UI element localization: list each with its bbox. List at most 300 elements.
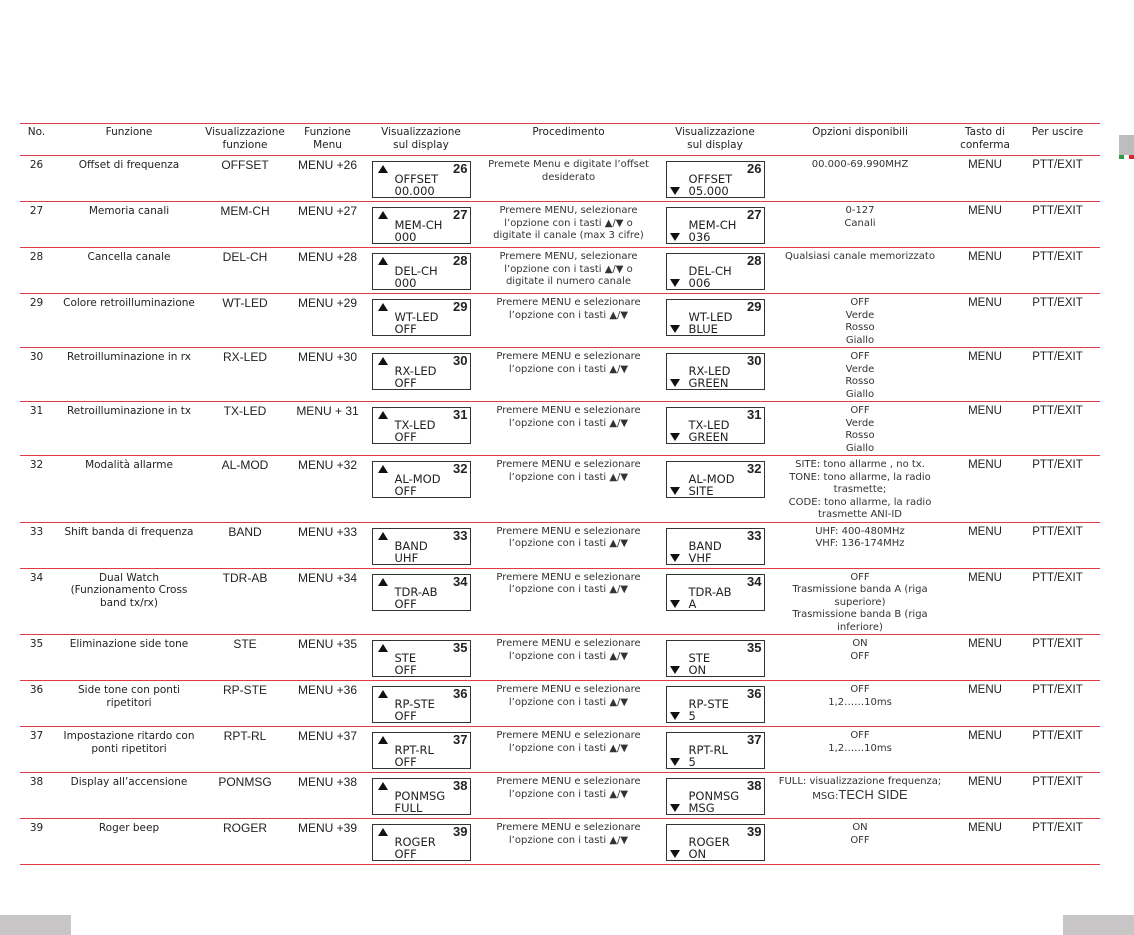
row-tasto: MENU	[968, 251, 1002, 263]
lcd-line-1: DEL-CH	[688, 264, 732, 278]
row-tasto: MENU	[968, 351, 1002, 363]
opts-line: FULL: visualizzazione frequenza;	[778, 776, 942, 787]
lcd-line-1: AL-MOD	[688, 472, 735, 486]
row-procedimento	[472, 819, 665, 865]
proc-line: Premere MENU e selezionare	[496, 638, 641, 649]
lcd-display	[666, 461, 765, 498]
row-tasto: MENU	[968, 571, 1002, 584]
row-display-after	[665, 156, 765, 202]
arrow-down-icon	[670, 804, 680, 812]
proc-line: l’opzione con i tasti ▲/▼	[508, 471, 629, 483]
table-row	[20, 819, 1100, 865]
lcd-display	[666, 161, 765, 198]
proc-line: l’opzione con i tasti ▲/▼	[508, 834, 629, 846]
arrow-up-icon	[378, 828, 388, 836]
lcd-line-1: MEM-CH	[394, 218, 443, 232]
funzione-line: Colore retroilluminazione	[63, 297, 195, 309]
lcd-line-2: FULL	[394, 801, 423, 815]
row-number: 28	[29, 251, 44, 263]
row-uscire: PTT/EXIT	[1032, 405, 1083, 417]
row-number: 34	[29, 571, 44, 584]
row-funzione	[53, 819, 205, 865]
row-display-before	[370, 202, 472, 248]
row-procedimento	[472, 248, 665, 294]
row-procedimento	[472, 681, 665, 727]
row-display-after	[665, 635, 765, 681]
row-tasto: MENU	[968, 638, 1002, 650]
row-procedimento	[472, 522, 665, 568]
row-funzione	[53, 348, 205, 402]
arrow-up-icon	[378, 465, 388, 473]
row-code: RPT-RL	[223, 729, 267, 743]
lcd-number: 33	[747, 527, 762, 543]
row-display-before	[370, 456, 472, 523]
arrow-up-icon	[378, 782, 388, 790]
lcd-line-2: 05.000	[688, 184, 729, 198]
arrow-down-icon	[670, 712, 680, 720]
table-row	[20, 248, 1100, 294]
arrow-up-icon	[378, 357, 388, 365]
lcd-line-2: OFF	[394, 755, 417, 769]
proc-line: l’opzione con i tasti ▲/▼ o	[504, 217, 633, 229]
row-opzioni	[765, 402, 955, 456]
opts-line: superiore)	[834, 596, 886, 608]
row-display-before	[370, 156, 472, 202]
lcd-number: 27	[453, 207, 468, 222]
row-tasto: MENU	[968, 205, 1002, 217]
row-display-after	[665, 248, 765, 294]
lcd-number: 37	[747, 732, 762, 747]
arrow-up-icon	[378, 411, 388, 419]
row-menu: MENU +33	[297, 524, 358, 539]
opts-line: 1,2……10ms	[828, 742, 892, 754]
lcd-number: 33	[453, 527, 468, 543]
lcd-line-1: BAND	[688, 538, 722, 553]
row-uscire: PTT/EXIT	[1032, 459, 1083, 471]
lcd-line-1: RPT-RL	[688, 743, 728, 757]
row-procedimento	[472, 773, 665, 819]
lcd-line-1: TDR-AB	[394, 584, 438, 599]
opts-line: Giallo	[845, 442, 875, 454]
lcd-display	[372, 574, 471, 611]
row-menu: MENU +26	[297, 158, 358, 172]
proc-line: Premere MENU e selezionare	[496, 571, 641, 583]
row-code: MEM-CH	[220, 204, 270, 218]
row-opzioni	[765, 294, 955, 348]
opts-line: SITE: tono allarme , no tx.	[795, 459, 925, 470]
lcd-line-2: SITE	[688, 484, 714, 498]
opts-line: trasmette;	[833, 484, 887, 495]
lcd-line-1: BAND	[394, 538, 428, 553]
proc-line: l’opzione con i tasti ▲/▼	[508, 309, 629, 321]
row-opzioni	[765, 522, 955, 568]
lcd-number: 28	[453, 253, 468, 268]
proc-line: digitate il canale (max 3 cifre)	[493, 230, 644, 241]
header-funzione-menu: Funzione Menu	[285, 124, 370, 156]
arrow-up-icon	[378, 578, 388, 586]
funzione-line: (Funzionamento Cross	[70, 584, 188, 596]
proc-line: l’opzione con i tasti ▲/▼	[508, 696, 629, 708]
lcd-line-2: 006	[688, 276, 711, 290]
row-code: WT-LED	[222, 296, 268, 310]
lcd-number: 38	[453, 778, 468, 793]
row-menu: MENU +36	[297, 683, 358, 697]
lcd-line-2: 5	[688, 709, 696, 723]
opts-line: Rosso	[845, 322, 875, 333]
opts-line: Verde	[845, 309, 875, 321]
proc-line: desiderato	[541, 171, 596, 183]
row-code: STE	[233, 637, 257, 651]
row-funzione	[53, 635, 205, 681]
row-procedimento	[472, 727, 665, 773]
row-procedimento	[472, 635, 665, 681]
funzione-line: Dual Watch	[98, 571, 160, 584]
row-opzioni	[765, 773, 955, 819]
table-row	[20, 294, 1100, 348]
header-opzioni: Opzioni disponibili	[765, 124, 955, 156]
opts-line: ON	[852, 822, 868, 833]
opts-line: Verde	[845, 363, 875, 375]
proc-line: Premere MENU e selezionare	[496, 525, 641, 537]
opts-line: Rosso	[845, 430, 875, 441]
row-funzione	[53, 681, 205, 727]
row-code: DEL-CH	[222, 250, 268, 264]
row-uscire: PTT/EXIT	[1032, 297, 1083, 309]
row-menu: MENU +30	[297, 350, 358, 364]
row-uscire: PTT/EXIT	[1032, 525, 1083, 538]
arrow-up-icon	[378, 644, 388, 652]
proc-line: Premere MENU e selezionare	[496, 405, 641, 416]
arrow-up-icon	[378, 690, 388, 698]
table-row	[20, 522, 1100, 568]
lcd-line-2: VHF	[688, 550, 712, 565]
header-procedimento: Procedimento	[472, 124, 665, 156]
proc-line: l’opzione con i tasti ▲/▼	[508, 538, 629, 549]
proc-line: l’opzione con i tasti ▲/▼	[508, 788, 629, 800]
lcd-number: 29	[747, 299, 762, 314]
lcd-number: 35	[747, 640, 762, 655]
lcd-number: 31	[453, 407, 468, 422]
row-menu: MENU +35	[297, 637, 358, 651]
lcd-line-1: RX-LED	[688, 364, 731, 378]
row-menu: MENU +29	[297, 296, 358, 310]
lcd-line-1: OFFSET	[688, 172, 733, 186]
row-procedimento	[472, 348, 665, 402]
italian-flag-icon	[1119, 155, 1134, 159]
proc-line: l’opzione con i tasti ▲/▼	[508, 650, 629, 662]
row-number: 30	[29, 351, 44, 363]
row-tasto: MENU	[968, 776, 1002, 788]
proc-line: l’opzione con i tasti ▲/▼	[508, 742, 629, 754]
row-menu: MENU +37	[297, 729, 358, 743]
row-uscire: PTT/EXIT	[1032, 776, 1083, 788]
footer-bar-right	[1063, 915, 1134, 935]
proc-line: Premere MENU e selezionare	[496, 459, 641, 470]
opts-line: Canali	[844, 217, 876, 229]
row-display-before	[370, 681, 472, 727]
row-procedimento	[472, 202, 665, 248]
row-tasto: MENU	[968, 159, 1002, 171]
row-display-after	[665, 681, 765, 727]
row-menu: MENU +39	[297, 821, 358, 835]
funzione-line: Display all’accensione	[70, 776, 188, 788]
row-procedimento	[472, 156, 665, 202]
opts-line: OFF	[850, 730, 870, 741]
lcd-number: 29	[453, 299, 468, 314]
lcd-display	[666, 824, 765, 861]
row-display-before	[370, 568, 472, 635]
row-code: PONMSG	[218, 775, 272, 789]
row-tasto: MENU	[968, 684, 1002, 696]
opts-line: inferiore)	[837, 621, 883, 633]
row-funzione	[53, 202, 205, 248]
funzione-line: Retroilluminazione in rx	[66, 351, 192, 363]
row-number: 39	[29, 822, 44, 834]
opts-line: Rosso	[845, 376, 875, 387]
arrow-down-icon	[670, 187, 680, 195]
row-code: AL-MOD	[221, 458, 269, 472]
lcd-line-2: A	[688, 596, 697, 611]
header-visualizzazione-funzione: Visualizzazione funzione	[205, 124, 285, 156]
row-funzione	[53, 402, 205, 456]
opts-line: OFF	[850, 297, 870, 308]
lcd-number: 30	[747, 353, 762, 368]
lcd-number: 31	[747, 407, 762, 422]
row-uscire: PTT/EXIT	[1032, 638, 1083, 650]
row-number: 36	[29, 684, 44, 696]
opts-line: Giallo	[845, 388, 875, 400]
row-display-before	[370, 773, 472, 819]
lcd-line-1: RP-STE	[394, 697, 435, 711]
opts-line: TONE: tono allarme, la radio	[789, 471, 931, 483]
lcd-display	[372, 299, 471, 336]
lcd-line-2: 5	[688, 755, 696, 769]
row-tasto: MENU	[968, 525, 1002, 538]
lcd-line-2: 036	[688, 230, 711, 244]
row-code: RP-STE	[222, 683, 267, 697]
row-opzioni	[765, 248, 955, 294]
row-display-before	[370, 727, 472, 773]
row-number: 32	[29, 459, 44, 471]
row-procedimento	[472, 568, 665, 635]
lcd-display	[372, 778, 471, 815]
opts-line: 0-127	[845, 205, 875, 216]
row-code: RX-LED	[222, 350, 267, 364]
lcd-line-2: BLUE	[688, 322, 718, 336]
proc-line: Premere MENU, selezionare	[499, 205, 638, 216]
row-opzioni	[765, 156, 955, 202]
row-uscire: PTT/EXIT	[1032, 684, 1083, 696]
proc-line: l’opzione con i tasti ▲/▼ o	[504, 263, 633, 275]
lcd-display	[372, 353, 471, 390]
arrow-down-icon	[670, 379, 680, 387]
funzione-line: Side tone con ponti	[77, 684, 180, 696]
funzione-line: Shift banda di frequenza	[64, 525, 194, 538]
lcd-number: 32	[747, 461, 762, 476]
lcd-line-2: 00.000	[394, 184, 435, 198]
row-display-after	[665, 456, 765, 523]
lcd-line-2: OFF	[394, 430, 417, 444]
arrow-down-icon	[670, 554, 680, 562]
opts-line: CODE: tono allarme, la radio	[788, 496, 932, 508]
row-menu: MENU +28	[297, 250, 358, 264]
row-display-before	[370, 248, 472, 294]
proc-line: digitate il numero canale	[505, 276, 632, 287]
proc-line: l’opzione con i tasti ▲/▼	[508, 417, 629, 429]
row-menu: MENU +34	[297, 570, 358, 585]
table-row	[20, 568, 1100, 635]
funzione-line: Cancella canale	[87, 251, 171, 263]
funzione-line: Offset di frequenza	[78, 159, 180, 171]
header-display-after: Visualizzazione sul display	[665, 124, 765, 156]
lcd-display	[666, 207, 765, 244]
lcd-line-2: UHF	[394, 550, 419, 565]
header-tasto: Tasto di conferma	[955, 124, 1015, 156]
arrow-down-icon	[670, 666, 680, 674]
lcd-display	[372, 207, 471, 244]
funzione-line: Memoria canali	[88, 205, 170, 217]
table-row	[20, 402, 1100, 456]
row-display-before	[370, 819, 472, 865]
lcd-line-2: OFF	[394, 322, 417, 336]
opts-line: Qualsiasi canale memorizzato	[785, 251, 935, 262]
lcd-number: 30	[453, 353, 468, 368]
row-funzione	[53, 294, 205, 348]
row-tasto: MENU	[968, 405, 1002, 417]
row-opzioni	[765, 348, 955, 402]
row-code: TX-LED	[223, 404, 267, 418]
lcd-line-1: MEM-CH	[688, 218, 737, 232]
table-row	[20, 348, 1100, 402]
lcd-line-1: WT-LED	[688, 310, 733, 324]
table-row	[20, 727, 1100, 773]
table-header-row	[20, 124, 1100, 156]
lcd-display	[372, 407, 471, 444]
funzione-line: band tx/rx)	[100, 596, 158, 609]
proc-line: l’opzione con i tasti ▲/▼	[508, 584, 629, 595]
opts-line: Trasmissione banda A (riga	[792, 584, 928, 595]
opts-line: OFF	[850, 405, 870, 416]
funzione-line: Roger beep	[98, 822, 160, 834]
row-menu: MENU +32	[297, 458, 358, 472]
row-number: 26	[29, 159, 44, 171]
lcd-line-1: OFFSET	[394, 172, 439, 186]
opts-line: 1,2……10ms	[828, 696, 892, 708]
lcd-line-1: STE	[688, 651, 711, 665]
row-procedimento	[472, 294, 665, 348]
arrow-up-icon	[378, 736, 388, 744]
lcd-line-1: PONMSG	[688, 789, 740, 803]
lcd-line-1: RX-LED	[394, 364, 437, 378]
proc-line: Premere MENU, selezionare	[499, 251, 638, 262]
proc-line: Premere MENU e selezionare	[496, 351, 641, 362]
lcd-number: 38	[747, 778, 762, 793]
row-opzioni	[765, 635, 955, 681]
lcd-display	[372, 732, 471, 769]
row-code: ROGER	[222, 821, 267, 835]
lcd-number: 36	[747, 686, 762, 701]
row-display-before	[370, 348, 472, 402]
row-tasto: MENU	[968, 822, 1002, 834]
row-display-before	[370, 294, 472, 348]
lcd-line-1: RPT-RL	[394, 743, 434, 757]
lcd-number: 26	[453, 161, 468, 176]
table-row	[20, 156, 1100, 202]
row-number: 33	[29, 525, 44, 538]
lcd-line-2: OFF	[394, 484, 417, 498]
row-number: 29	[29, 297, 44, 309]
row-uscire: PTT/EXIT	[1032, 571, 1083, 584]
language-tab	[1119, 135, 1134, 157]
table-row	[20, 456, 1100, 523]
opts-line: 00.000-69.990MHZ	[811, 159, 909, 170]
lcd-line-1: ROGER	[394, 835, 436, 849]
arrow-down-icon	[670, 433, 680, 441]
lcd-display	[666, 574, 765, 611]
row-display-before	[370, 522, 472, 568]
proc-line: l’opzione con i tasti ▲/▼	[508, 363, 629, 375]
proc-line: Premere MENU e selezionare	[496, 730, 641, 741]
lcd-display	[666, 732, 765, 769]
lcd-line-1: STE	[394, 651, 417, 665]
row-number: 38	[29, 776, 44, 788]
lcd-display	[372, 640, 471, 677]
lcd-line-2: OFF	[394, 596, 417, 611]
lcd-display	[372, 253, 471, 290]
lcd-display	[666, 686, 765, 723]
lcd-display	[666, 299, 765, 336]
arrow-down-icon	[670, 487, 680, 495]
lcd-number: 34	[747, 573, 762, 589]
opts-line: ON	[852, 638, 868, 649]
arrow-up-icon	[378, 257, 388, 265]
lcd-line-1: TDR-AB	[688, 584, 732, 599]
lcd-line-2: 000	[394, 276, 417, 290]
lcd-display	[666, 640, 765, 677]
lcd-line-2: ON	[688, 847, 707, 861]
row-number: 37	[29, 730, 44, 742]
funzione-line: Retroilluminazione in tx	[66, 405, 192, 417]
opts-line: MSG:TECH SIDE	[812, 786, 908, 802]
row-display-before	[370, 402, 472, 456]
row-funzione	[53, 727, 205, 773]
row-opzioni	[765, 202, 955, 248]
funzione-line: Eliminazione side tone	[69, 638, 189, 650]
header-funzione: Funzione	[53, 124, 205, 156]
lcd-line-1: TX-LED	[394, 418, 436, 432]
row-number: 35	[29, 638, 44, 650]
tech-side-label: TECH SIDE	[838, 786, 908, 802]
row-code: BAND	[228, 524, 262, 539]
proc-line: Premete Menu e digitate l’offset	[488, 159, 649, 170]
lcd-number: 27	[747, 207, 762, 222]
arrow-up-icon	[378, 303, 388, 311]
row-funzione	[53, 248, 205, 294]
lcd-number: 28	[747, 253, 762, 268]
lcd-line-2: OFF	[394, 847, 417, 861]
proc-line: Premere MENU e selezionare	[496, 776, 641, 787]
lcd-line-1: DEL-CH	[394, 264, 438, 278]
opts-line: Trasmissione banda B (riga	[792, 609, 928, 620]
row-tasto: MENU	[968, 297, 1002, 309]
row-number: 27	[29, 205, 44, 217]
lcd-number: 36	[453, 686, 468, 701]
lcd-display	[372, 461, 471, 498]
row-uscire: PTT/EXIT	[1032, 822, 1083, 834]
lcd-display	[372, 824, 471, 861]
row-code: OFFSET	[221, 158, 269, 172]
lcd-display	[666, 528, 765, 565]
